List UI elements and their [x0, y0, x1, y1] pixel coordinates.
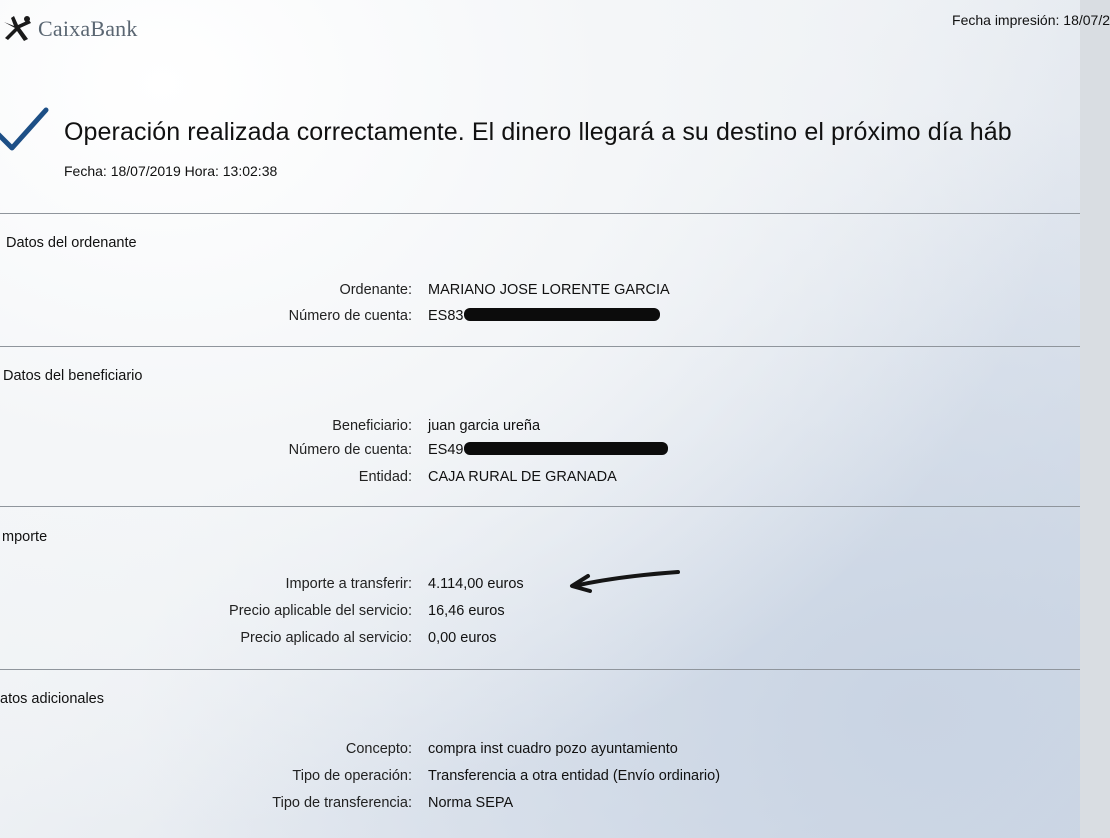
field-row-ordenante	[0, 282, 1080, 304]
field-label: Entidad:	[358, 469, 412, 485]
field-value: juan garcia ureña	[428, 418, 541, 434]
field-label: Tipo de transferencia:	[272, 795, 412, 811]
checkmark-icon	[0, 104, 50, 154]
field-row-tipo-operacion	[0, 768, 1080, 790]
brand-name: CaixaBank	[38, 16, 138, 41]
field-value: MARIANO JOSE LORENTE GARCIA	[428, 282, 670, 298]
field-label: Ordenante:	[339, 282, 412, 298]
field-row-concepto	[0, 741, 1080, 763]
field-row-tipo-transferencia	[0, 795, 1080, 817]
field-value-wrapper	[428, 442, 668, 458]
field-value: CAJA RURAL DE GRANADA	[428, 469, 617, 485]
redaction-mark	[464, 308, 660, 321]
field-label: Importe a transferir:	[285, 576, 412, 592]
field-row-cuenta-beneficiario	[0, 442, 1080, 464]
field-value: 4.114,00 euros	[428, 576, 524, 592]
field-label: Beneficiario:	[332, 418, 412, 434]
operation-datetime: Fecha: 18/07/2019 Hora: 13:02:38	[64, 163, 278, 179]
field-value: compra inst cuadro pozo ayuntamiento	[428, 741, 678, 757]
field-row-cuenta-ordenante	[0, 308, 1080, 330]
handwritten-arrow-icon	[560, 566, 690, 596]
field-row-precio-aplicable	[0, 603, 1080, 625]
field-label: Tipo de operación:	[292, 768, 412, 784]
section-divider	[0, 506, 1080, 507]
caixabank-star-logo-icon	[0, 12, 34, 46]
section-divider	[0, 213, 1080, 214]
account-prefix: ES83	[428, 308, 464, 324]
account-prefix: ES49	[428, 442, 464, 458]
field-value-wrapper	[428, 308, 660, 324]
field-value: 0,00 euros	[428, 630, 497, 646]
section-title-ordenante: Datos del ordenante	[6, 235, 137, 251]
field-value: Transferencia a otra entidad (Envío ordinario)	[428, 768, 721, 784]
field-row-precio-aplicado	[0, 630, 1080, 652]
field-label: Concepto:	[345, 741, 412, 757]
field-value: 16,46 euros	[428, 603, 505, 619]
confirmation-message: Operación realizada correctamente. El dinero llegará a su destino el próximo día háb	[64, 118, 1012, 146]
section-divider	[0, 346, 1080, 347]
section-title-beneficiario: Datos del beneficiario	[3, 368, 143, 384]
caixabank-logo	[0, 12, 138, 46]
print-date: Fecha impresión: 18/07/2	[952, 12, 1110, 28]
field-label: Número de cuenta:	[288, 442, 412, 458]
field-row-importe	[0, 576, 1080, 598]
field-row-beneficiario	[0, 418, 1080, 440]
redaction-mark	[464, 442, 668, 455]
section-title-importe: mporte	[2, 529, 48, 545]
field-row-entidad	[0, 469, 1080, 491]
field-label: Precio aplicado al servicio:	[240, 630, 412, 646]
field-value: Norma SEPA	[428, 795, 514, 811]
section-divider	[0, 669, 1080, 670]
field-label: Número de cuenta:	[288, 308, 412, 324]
section-title-adicionales: atos adicionales	[0, 691, 104, 707]
field-label: Precio aplicable del servicio:	[229, 603, 412, 619]
